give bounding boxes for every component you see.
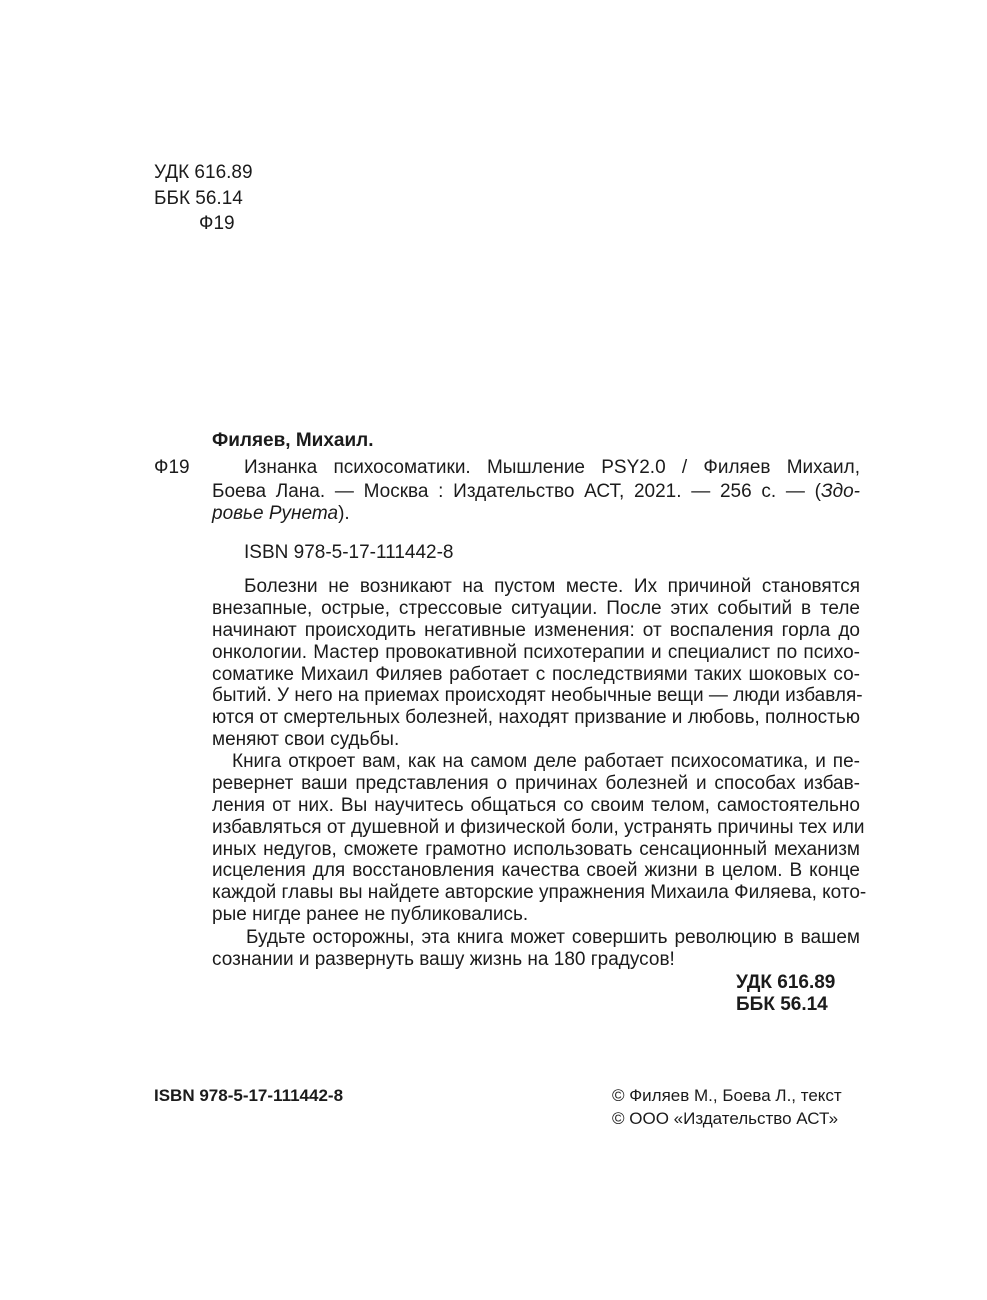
cutter-code: Ф19 — [199, 213, 235, 234]
annotation-paragraph-3 — [212, 927, 860, 971]
entry-author: Филяев, Михаил. — [212, 430, 374, 451]
p1-line: онкологии. Мастер провокативной психотерапии и специалист по психо- — [212, 641, 860, 663]
p2-line: ления от них. Вы научитесь общаться со своим телом, самостоятельно — [212, 794, 860, 816]
p1-line: ются от смертельных болезней, находят призвание и любовь, полностью — [212, 707, 860, 729]
series-close: ). — [338, 503, 350, 524]
p2-line: ревернет ваши представления о причинах болезней и способах избав- — [212, 772, 860, 794]
p1-line: меняют свои судьбы. — [212, 729, 400, 751]
annotation-paragraph-1 — [212, 576, 863, 751]
p1-line: соматике Михаил Филяев работает с последствиями таких шоковых со- — [212, 663, 860, 685]
p1-line: внезапные, острые, стрессовые ситуации. После этих событий в теле — [212, 597, 860, 619]
p3-line: сознании и развернуть вашу жизнь на 180 градусов! — [212, 948, 675, 970]
p1-line: начинают происходить негативные изменения: от воспаления горла до — [212, 619, 860, 641]
entry-title-line-2 — [212, 481, 860, 503]
annotation-paragraph-2 — [212, 751, 867, 926]
p2-line: избавляться от душевной и физической боли, устранять причины тех или — [212, 816, 865, 838]
entry-title-line-1: Изнанка психосоматики. Мышление PSY2.0 / Филяев Михаил, — [244, 457, 860, 478]
p1-line: бытий. У него на приемах происходят необычные вещи — люди избавля- — [212, 685, 863, 707]
p1-line: Болезни не возникают на пустом месте. Их причиной становятся — [244, 576, 860, 597]
p2-line: исцеления для восстановления качества своей жизни в целом. В конце — [212, 860, 860, 882]
udk-code: УДК 616.89 — [154, 162, 253, 183]
p2-line: Книга откроет вам, как на самом деле работает психосоматика, и пе- — [232, 751, 860, 772]
p2-line: иных недугов, сможете грамотно использовать сенсационный механизм — [212, 838, 860, 860]
bbk-code: ББК 56.14 — [154, 188, 243, 209]
entry-description-cont — [212, 481, 860, 525]
p3-line: Будьте осторожны, эта книга может совершить революцию в вашем — [246, 927, 860, 948]
entry-description — [244, 457, 860, 479]
series-part1: Здо- — [820, 481, 860, 502]
p2-line: каждой главы вы найдете авторские упражнения Михаила Филяева, кото- — [212, 882, 867, 904]
footer-isbn: ISBN 978-5-17-111442-8 — [154, 1086, 344, 1105]
entry-title-line-2-text: Боева Лана. — Москва : Издательство АСТ, 2021. — 256 с. — ( — [212, 481, 821, 502]
copyright-publisher: © ООО «Издательство АСТ» — [612, 1109, 839, 1128]
entry-title-line-3 — [212, 503, 860, 525]
entry-isbn: ISBN 978-5-17-111442-8 — [244, 542, 454, 563]
udk-code-bold: УДК 616.89 — [736, 972, 836, 993]
p2-line: рые нигде ранее не публиковались. — [212, 904, 529, 926]
copyright-authors: © Филяев М., Боева Л., текст — [612, 1086, 842, 1105]
series-part2: ровье Рунета — [212, 503, 339, 524]
entry-cutter: Ф19 — [154, 457, 190, 478]
bbk-code-bold: ББК 56.14 — [736, 994, 828, 1015]
